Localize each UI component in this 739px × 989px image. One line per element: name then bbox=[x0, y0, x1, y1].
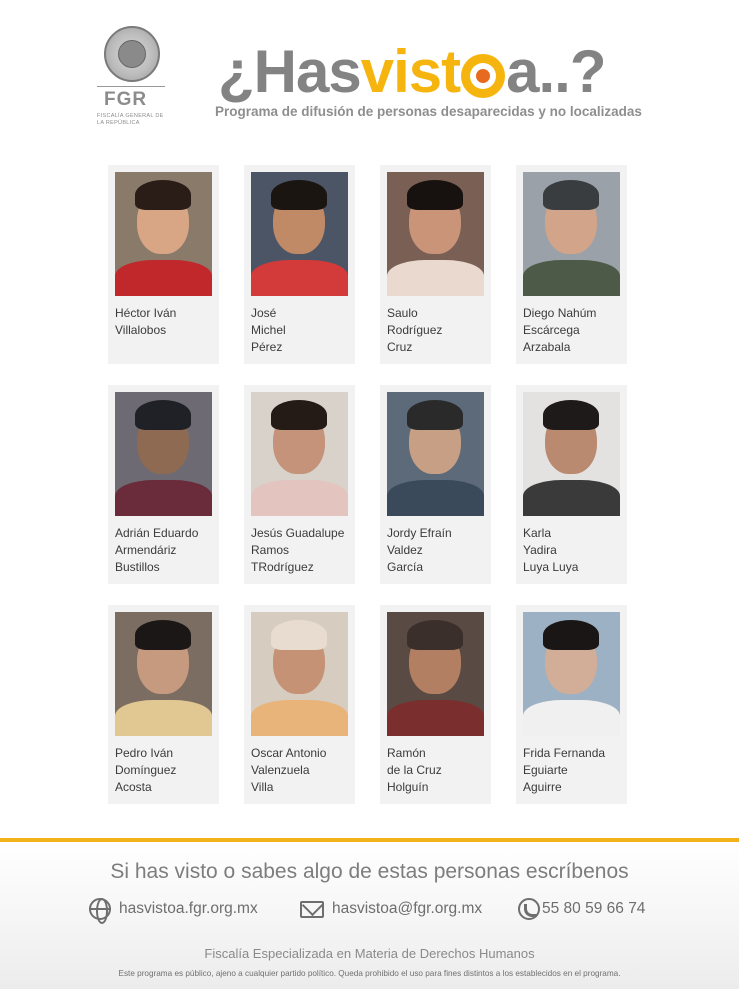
person-photo bbox=[387, 172, 484, 296]
email-contact[interactable] bbox=[300, 897, 482, 921]
person-photo bbox=[115, 612, 212, 736]
header bbox=[0, 0, 739, 150]
person-name-line: Cruz bbox=[387, 340, 413, 354]
person-name-line: Jordy Efraín bbox=[387, 526, 452, 540]
agency-name: Fiscalía Especializada en Materia de Derechos Humanos bbox=[204, 946, 535, 961]
person-name-line: Karla bbox=[523, 526, 552, 540]
person-name-line: Pérez bbox=[251, 340, 283, 354]
person-name-line: Valdez bbox=[387, 543, 423, 557]
person-card bbox=[516, 165, 627, 364]
person-card bbox=[516, 385, 627, 584]
phone-number[interactable]: 55 80 59 66 74 bbox=[542, 900, 646, 917]
person-card bbox=[380, 165, 491, 364]
person-name-line: García bbox=[387, 560, 424, 574]
title-highlight: vist bbox=[360, 38, 461, 105]
person-name-line: TRodríguez bbox=[251, 560, 314, 574]
title-suffix: a..? bbox=[506, 38, 606, 105]
person-name-line: Adrián Eduardo bbox=[115, 526, 199, 540]
website-contact[interactable] bbox=[89, 897, 258, 921]
globe-icon bbox=[89, 898, 111, 920]
person-name-line: Villalobos bbox=[115, 323, 167, 337]
agency-acronym: FGR bbox=[104, 89, 148, 110]
person-photo bbox=[523, 172, 620, 296]
person-name bbox=[523, 305, 625, 356]
person-name bbox=[387, 305, 489, 356]
whatsapp-icon bbox=[518, 898, 540, 920]
footer bbox=[0, 842, 739, 989]
logo-divider bbox=[97, 86, 165, 87]
person-card bbox=[244, 605, 355, 804]
person-name-line: Ramos bbox=[251, 543, 290, 557]
person-card bbox=[380, 605, 491, 804]
person-name-line: de la Cruz bbox=[387, 763, 442, 777]
person-name-line: Escárcega bbox=[523, 323, 580, 337]
disclaimer: Este programa es público, ajeno a cualquier partido político. Queda prohibido el uso para fines distintos a los establecidos en el programa. bbox=[118, 969, 621, 978]
person-photo bbox=[251, 392, 348, 516]
national-seal-icon bbox=[104, 26, 160, 82]
person-card bbox=[108, 385, 219, 584]
person-name-line: Saulo bbox=[387, 306, 418, 320]
person-name-line: Eguiarte bbox=[523, 763, 568, 777]
person-name bbox=[523, 745, 625, 796]
phone-contact[interactable] bbox=[518, 897, 645, 921]
person-photo bbox=[115, 172, 212, 296]
person-photo bbox=[523, 612, 620, 736]
person-name bbox=[387, 525, 489, 576]
person-card bbox=[516, 605, 627, 804]
eye-icon bbox=[461, 54, 505, 98]
person-photo bbox=[387, 392, 484, 516]
call-to-action: Si has visto o sabes algo de estas personas escríbenos bbox=[110, 860, 629, 883]
person-name-line: Holguín bbox=[387, 780, 429, 794]
person-name-line: Rodríguez bbox=[387, 323, 443, 337]
page-subtitle: Programa de difusión de personas desaparecidas y no localizadas bbox=[215, 104, 642, 119]
person-name-line: Luya Luya bbox=[523, 560, 579, 574]
person-name-line: Valenzuela bbox=[251, 763, 310, 777]
person-photo bbox=[251, 612, 348, 736]
person-photo bbox=[387, 612, 484, 736]
person-name bbox=[523, 525, 625, 576]
person-card bbox=[380, 385, 491, 584]
person-card bbox=[244, 385, 355, 584]
person-name bbox=[115, 305, 217, 339]
person-name-line: Michel bbox=[251, 323, 286, 337]
person-name bbox=[251, 745, 353, 796]
person-photo bbox=[251, 172, 348, 296]
title-prefix: ¿Has bbox=[218, 38, 361, 105]
person-card bbox=[108, 605, 219, 804]
person-name-line: Diego Nahúm bbox=[523, 306, 597, 320]
contact-list bbox=[0, 897, 739, 921]
person-name-line: Frida Fernanda bbox=[523, 746, 606, 760]
person-name-line: Ramón bbox=[387, 746, 426, 760]
person-name-line: José bbox=[251, 306, 277, 320]
page-title bbox=[218, 38, 605, 106]
person-name-line: Acosta bbox=[115, 780, 152, 794]
person-name-line: Aguirre bbox=[523, 780, 562, 794]
person-name-line: Domínguez bbox=[115, 763, 177, 777]
person-name-line: Oscar Antonio bbox=[251, 746, 327, 760]
person-name bbox=[115, 745, 217, 796]
mail-icon bbox=[300, 901, 324, 918]
person-name-line: Yadira bbox=[523, 543, 557, 557]
person-name bbox=[251, 305, 353, 356]
person-name-line: Pedro Iván bbox=[115, 746, 174, 760]
person-photo bbox=[115, 392, 212, 516]
person-name bbox=[251, 525, 353, 576]
person-name-line: Bustillos bbox=[115, 560, 160, 574]
person-name bbox=[115, 525, 217, 576]
person-name bbox=[387, 745, 489, 796]
person-card bbox=[108, 165, 219, 364]
person-name-line: Villa bbox=[251, 780, 274, 794]
person-name-line: Arzabala bbox=[523, 340, 571, 354]
person-photo bbox=[523, 392, 620, 516]
person-name-line: Armendáriz bbox=[115, 543, 177, 557]
website-link[interactable]: hasvistoa.fgr.org.mx bbox=[119, 900, 258, 917]
email-link[interactable]: hasvistoa@fgr.org.mx bbox=[332, 900, 483, 917]
person-name-line: Héctor Iván bbox=[115, 306, 177, 320]
person-name-line: Jesús Guadalupe bbox=[251, 526, 345, 540]
agency-full-name: FISCALÍA GENERAL DE LA REPÚBLICA bbox=[97, 113, 164, 126]
person-card bbox=[244, 165, 355, 364]
